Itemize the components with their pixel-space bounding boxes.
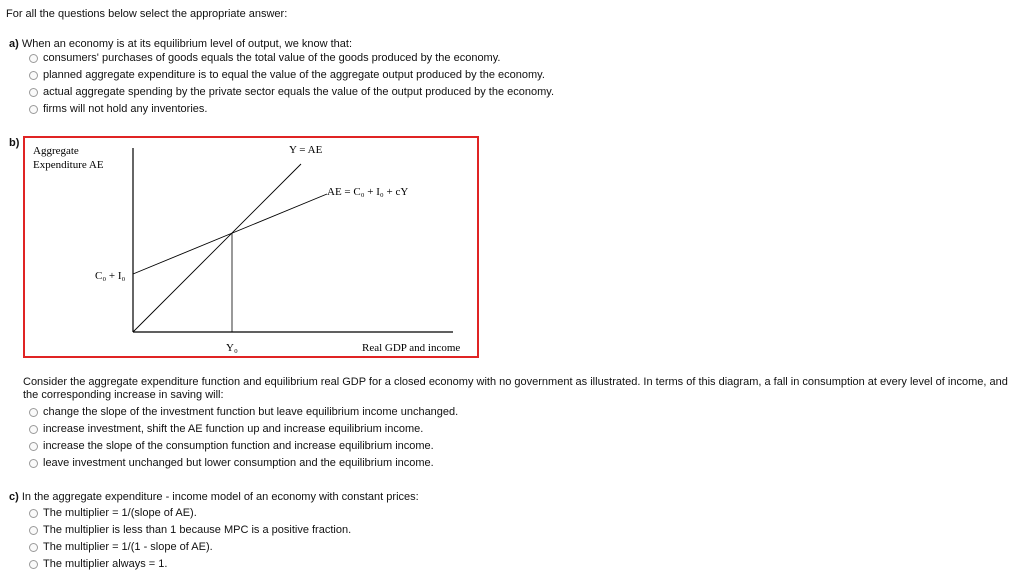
radio-button[interactable] xyxy=(29,442,38,451)
option-label: leave investment unchanged but lower consumption and the equilibrium income. xyxy=(43,457,434,469)
ae-line-label: AE = C₀ + I₀ + cY xyxy=(327,186,409,198)
ae-diagram xyxy=(23,136,479,358)
radio-button[interactable] xyxy=(29,408,38,417)
question-c-option-2[interactable] xyxy=(29,523,351,537)
question-b-label: b) xyxy=(9,137,20,149)
option-label: increase investment, shift the AE function up and increase equilibrium income. xyxy=(43,423,424,435)
question-b-option-1[interactable] xyxy=(29,405,458,419)
radio-button[interactable] xyxy=(29,459,38,468)
question-a-option-2[interactable] xyxy=(29,68,545,82)
ae-line xyxy=(133,194,327,274)
radio-button[interactable] xyxy=(29,71,38,80)
option-label: change the slope of the investment function but leave equilibrium income unchanged. xyxy=(43,406,459,418)
equilibrium-income-label: Y₀ xyxy=(226,342,238,354)
question-a-option-3[interactable] xyxy=(29,85,554,99)
question-a-prompt xyxy=(9,37,352,51)
line-45-degree xyxy=(133,164,301,332)
radio-button[interactable] xyxy=(29,543,38,552)
option-label: consumers' purchases of goods equals the total value of the goods produced by the economy. xyxy=(43,52,501,64)
question-b-option-4[interactable] xyxy=(29,456,434,470)
question-b-option-2[interactable] xyxy=(29,422,423,436)
radio-button[interactable] xyxy=(29,54,38,63)
y-axis-label-line1: Aggregate xyxy=(33,145,79,157)
option-label: The multiplier = 1/(1 - slope of AE). xyxy=(43,541,213,553)
radio-button[interactable] xyxy=(29,425,38,434)
option-label: actual aggregate spending by the private sector equals the value of the output produced by the economy. xyxy=(43,86,555,98)
question-c-text: In the aggregate expenditure - income model of an economy with constant prices: xyxy=(21,491,419,503)
question-c-option-4[interactable] xyxy=(29,557,167,571)
option-label: increase the slope of the consumption function and increase equilibrium income. xyxy=(43,440,434,452)
instructions-text: For all the questions below select the appropriate answer: xyxy=(6,8,288,20)
question-c-option-3[interactable] xyxy=(29,540,213,554)
question-a-label: a) xyxy=(9,38,19,50)
option-label: planned aggregate expenditure is to equal the value of the aggregate output produced by the economy. xyxy=(43,69,545,81)
question-b-option-3[interactable] xyxy=(29,439,434,453)
question-b-prompt: Consider the aggregate expenditure function and equilibrium real GDP for a closed economy with no government as illustrated. In terms of this diagram, a fall in consumption at every level of income, and the corresponding increase in saving will: xyxy=(23,376,1008,401)
radio-button[interactable] xyxy=(29,526,38,535)
option-label: The multiplier is less than 1 because MPC is a positive fraction. xyxy=(43,524,352,536)
option-label: firms will not hold any inventories. xyxy=(43,103,208,115)
question-c-prompt xyxy=(9,490,419,504)
question-a-text: When an economy is at its equilibrium level of output, we know that: xyxy=(21,38,353,50)
question-a-option-4[interactable] xyxy=(29,102,207,116)
ae-diagram-svg xyxy=(25,138,477,356)
question-c-option-1[interactable] xyxy=(29,506,197,520)
line-45-label: Y = AE xyxy=(289,144,323,156)
question-c-label: c) xyxy=(9,491,19,503)
question-a-option-1[interactable] xyxy=(29,51,500,65)
intercept-label: C₀ + I₀ xyxy=(95,270,126,282)
option-label: The multiplier always = 1. xyxy=(43,558,168,570)
y-axis-label-line2: Expenditure AE xyxy=(33,159,104,171)
radio-button[interactable] xyxy=(29,88,38,97)
option-label: The multiplier = 1/(slope of AE). xyxy=(43,507,197,519)
radio-button[interactable] xyxy=(29,509,38,518)
radio-button[interactable] xyxy=(29,105,38,114)
radio-button[interactable] xyxy=(29,560,38,569)
x-axis-label: Real GDP and income xyxy=(362,342,461,354)
